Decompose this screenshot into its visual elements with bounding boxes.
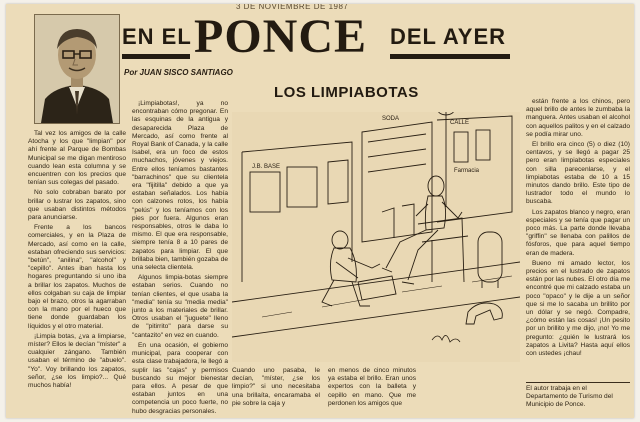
date-stamp: 3 DE NOVIEMBRE DE 1987 [236,4,349,11]
col2-paragraph: Algunos limpia-botas siempre estaban serios. Cuando no tenían clientes, el que usaba la "media" tenía su "media media" junto a los materiales de brillar. Otros usaban el "juguete" lleno de "pitirrito" para darse su "cantazito" en vez en cuando. [132,274,228,339]
article-title: LOS LIMPIABOTAS [274,84,419,101]
author-photo [34,14,120,124]
bottom-column-3 [424,367,512,418]
masthead-ponce: PONCE [194,10,367,63]
sign-farmacia: Farmacia [454,168,480,174]
sign-calle: CALLE [450,120,470,126]
shoeshine-illustration [232,112,520,362]
col2-paragraph: En una ocasión, el gobierno municipal, para cooperar con esta clase trabajadora, le llegó a suplir las "cajas" y permisos buscando su mejor bienestar para ellos. A pesar de que estaban juntos en una competencia un poco fuerte, no hubo desgracias personales. [132,341,228,415]
col1-paragraph: No solo cobraban barato por brillar o lustrar los zapatos, sino que usaban distintos métodos para anunciarse. [28,189,126,222]
sign-soda: SODA [382,116,400,122]
masthead-del-ayer: DEL AYER [390,24,507,49]
bottom-columns [232,367,520,418]
column-right [526,98,630,380]
bottom-column-2: en menos de cinco minutos ya estaba el brillo. Eran unos expertos con la balleta y cepillo en mano. Que me perdonen los amigos que [328,367,416,407]
col2-paragraph: ¡Limpiabotas!, ya no encontraban cómo pregonar. En las esquinas de la antigua y desaparecida Plaza de Mercado, así como frente al Royal Bank of Canada, y la calle Isabel, era un foco de estos muchachos, jóvenes y viejos. Entre ellos teníamos bastantes "barrachinos" que su clientela era "fijitilla" debido a que ya estaban señalados. Los había con calzones rotos, los había "pelús" y los teníamos con los pies por fuera. Algunos eran responsables, otros le daba lo mismo. El que era responsable, siempre tenía 8 a 10 pares de zapatos para limpiar. El que brillaba bien, también gozaba de una selecta clientela. [132,100,228,272]
col1-paragraph: Frente a los bancos comerciales, y en la Plaza de Mercado, así como en la calle, estaban ofreciendo sus servicios: "betún", "anilina", "alcohol" y "cepillo". Antes iban hasta los hogares preguntando si uno iba a brillar los zapatos. Muchos de ellos colgaban su caja de limpiar bajo el brazo, otros la agarraban con la mano por el hueco que tiene donde guardaban los líquidos y el otro material. [28,224,126,330]
col1-paragraph: Tal vez los amigos de la calle Atocha y los que "limpian" por ahí frente al Parque de Bombas Municipal se me digan mentiroso cuando lean esta columna y se encuentren con los precios que tenían sus colegas del pasado. [28,130,126,187]
author-note: El autor trabaja en el Departamento de Turismo del Municipio de Ponce. [526,382,630,410]
colr-paragraph: están frente a los chinos, pero aquel brillo de antes le zumbaba la manguera. Antes usaban el alcohol con aquellos palitos y en el calzado se podía mirar uno. [526,98,630,138]
masthead-en-el: EN EL [122,24,192,49]
colr-paragraph: Bueno mi amado lector, los precios en el lustrado de zapatos están por las nubes. El otro día me encontré que mi calzado estaba un poco "opaco" y le dije a un señor que si me lo sacaba un brillito por un dólar y se negó. Compadre, ¿cómo están las cosas! ¡Un pesito por un brillito y me dijo, ¡no! Yo me pregunto: ¿quién le lustrará los zapatos a Livita? Hasta aquí ellos con ustedes ¡chau! [526,259,630,358]
sign-jb-base: J.B. BASE [252,164,281,170]
bottom-column-1: Cuando uno pasaba, le decían, "míster, ¿se los limpio?" si uno necesitaba una brillaíta, encaramaba el pie sobre la caja y [232,367,320,407]
column-2 [132,100,228,418]
colr-paragraph: Los zapatos blanco y negro, eran especiales y se tenía que pagar un poco más. La parte donde llevaba "griffin" se llenaba con palillos de fósforos, que para aquel tiempo eran de madera. [526,208,630,257]
colr-paragraph: El brillo era cinco (5) o diez (10) centavos, y se llegó a pagar 25 pero eran limpiabotas especiales con silla parecenlarse, y el limpiabotas estaba de 10 a 15 minutos dando brillo. Este tipo de lustrador todo el mundo lo buscaba. [526,141,630,206]
col1-paragraph: ¡Limpia botas, ¿va a limpiarse, míster? Ellos le decían "míster" a cualquier zángano. También usaban el término de "abuelo". "Yo". Voy brillando los zapatos, señor, ¿se los limpio?... Qué muchos había! [28,332,126,390]
byline: Por JUAN SISCO SANTIAGO [124,68,233,77]
newspaper-clipping [6,4,634,418]
masthead [122,12,628,68]
column-1 [28,130,126,418]
masthead-rule-left [122,54,190,59]
masthead-rule-right [390,54,510,59]
